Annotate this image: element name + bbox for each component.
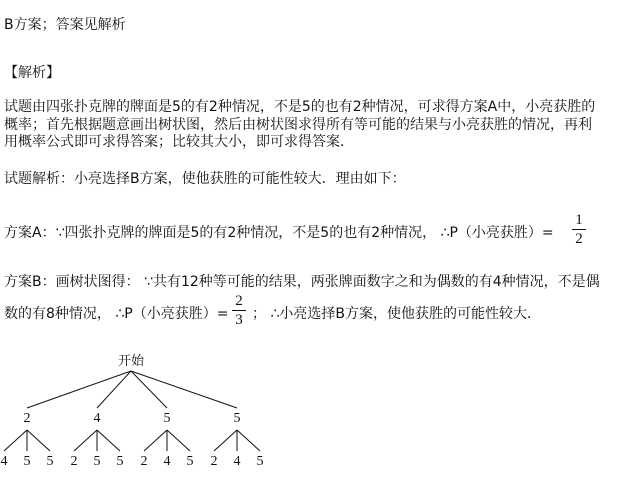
analysis-line-3: 用概率公式即可求得答案；比较其大小，即可求得答案． [4,134,354,150]
tree-leaf-label-2-3: 5 [116,454,124,469]
tree-leaf-label-4-1: 2 [210,454,218,469]
tree-leaf-label-2-1: 2 [70,454,78,469]
plan-b-denominator: 3 [235,312,243,328]
answer-line: B方案；答案见解析 [4,17,126,33]
tree-edge-4-1 [214,430,237,451]
solution-intro: 试题解析：小亮选择B方案，使他获胜的可能性较大．理由如下： [4,171,406,187]
analysis-line-2: 概率；首先根据题意画出树状图，然后由树状图求得所有等可能的结果与小亮获胜的情况，再利 [4,117,592,133]
tree-leaf-label-1-2: 5 [23,454,31,469]
plan-b-numerator: 2 [235,293,243,309]
analysis-heading: 【解析】 [4,65,60,81]
tree-edge-3-1 [144,430,167,451]
tree-leaf-label-3-1: 2 [140,454,148,469]
plan-a-fraction [572,212,586,247]
plan-a-numerator: 1 [575,212,583,228]
tree-edge-1-3 [27,430,50,451]
tree-edge-2-3 [97,430,120,451]
plan-b-fraction [232,293,246,328]
tree-root-label: 开始 [117,354,145,369]
tree-leaf-label-3-3: 5 [186,454,194,469]
tree-edge-root-3 [131,371,167,408]
plan-b-line-2-after: ； ∴小亮选择B方案，使他获胜的可能性较大． [252,306,541,322]
tree-edge-2-1 [74,430,97,451]
plan-b-line-1: 方案B：画树状图得： ∵共有12种等可能的结果，两张牌面数字之和为偶数的有4种情况，不是偶 [4,274,600,290]
plan-a-denominator: 2 [575,231,583,247]
tree-leaf-label-4-3: 5 [256,454,264,469]
tree-diagram [0,345,300,485]
tree-leaf-label-1-1: 4 [0,454,8,469]
tree-branch-label-3: 5 [163,411,171,426]
tree-leaf-label-4-2: 4 [233,454,241,469]
tree-branch-label-2: 4 [93,411,101,426]
tree-edge-3-3 [167,430,190,451]
tree-leaf-label-3-2: 4 [163,454,171,469]
tree-edge-1-1 [4,430,27,451]
plan-a-text: 方案A：∵四张扑克牌的牌面是5的有2种情况，不是5的也有2种情况， ∴P（小亮获胜）= [4,225,554,241]
tree-edge-root-1 [27,371,131,408]
analysis-line-1: 试题由四张扑克牌的牌面是5的有2种情况，不是5的也有2种情况，可求得方案A中，小亮获胜的 [4,99,596,115]
tree-edge-4-3 [237,430,260,451]
tree-branch-label-1: 2 [23,411,31,426]
tree-branch-label-4: 5 [233,411,241,426]
tree-leaf-label-2-2: 5 [93,454,101,469]
tree-leaf-label-1-3: 5 [46,454,54,469]
tree-edge-root-4 [131,371,237,408]
plan-b-line-2-before: 数的有8种情况， ∴P（小亮获胜）= [4,306,229,322]
